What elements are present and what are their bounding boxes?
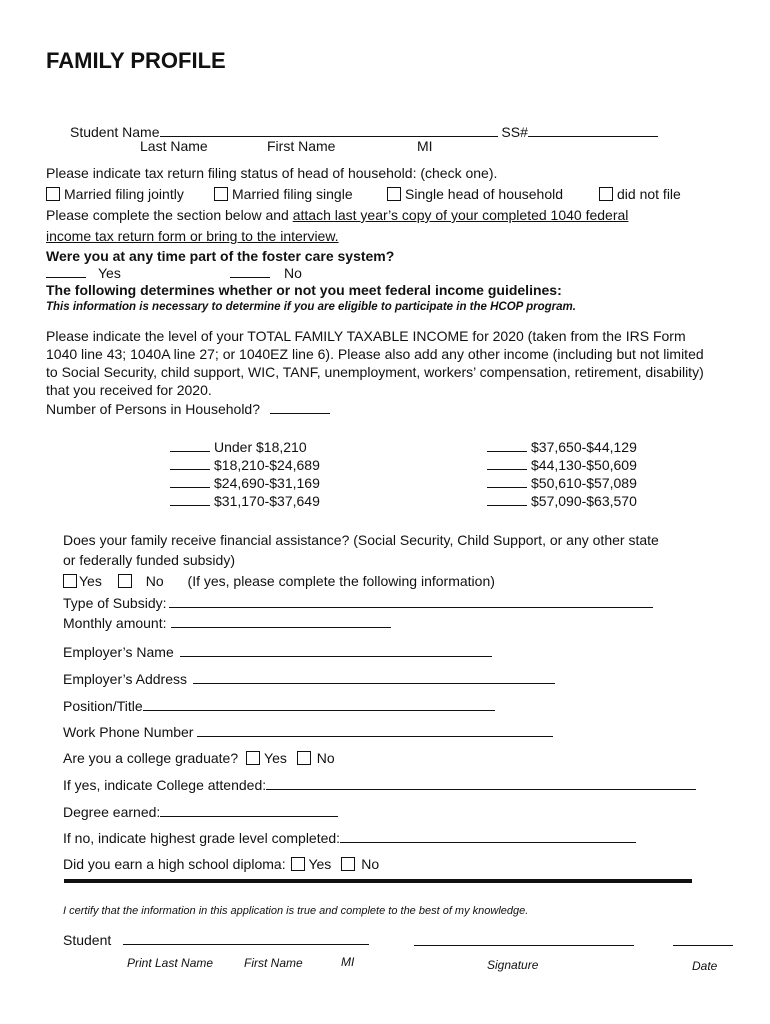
ss-field[interactable] xyxy=(528,123,658,137)
range-right-3 xyxy=(487,493,637,510)
mi-caption-2: MI xyxy=(341,955,355,969)
range-left-1 xyxy=(170,457,320,474)
range-label: $18,210-$24,689 xyxy=(214,457,320,473)
income-heading: The following determines whether or not you meet federal income guidelines: xyxy=(46,282,562,298)
range-blank[interactable] xyxy=(170,475,210,488)
date-caption: Date xyxy=(692,959,718,973)
monthly-amount-label: Monthly amount: xyxy=(63,615,167,631)
assistance-yes-checkbox[interactable] xyxy=(63,574,77,588)
attach-underlined-2: income tax return form or bring to the interview. xyxy=(46,228,339,244)
foster-no-blank[interactable] xyxy=(230,265,270,278)
employer-name-label: Employer’s Name xyxy=(63,644,174,660)
college-attended-label: If yes, indicate College attended: xyxy=(63,777,267,793)
certify-statement: I certify that the information in this application is true and complete to the best of my knowledge. xyxy=(63,905,529,917)
range-label: $44,130-$50,609 xyxy=(531,457,637,473)
degree-label: Degree earned: xyxy=(63,804,161,820)
income-para-3: to Social Security, child support, WIC, TANF, unemployment, workers’ compensation, retirement, disability) xyxy=(46,364,704,380)
foster-yes-blank[interactable] xyxy=(46,265,86,278)
persons-field[interactable] xyxy=(270,400,330,414)
assistance-no-checkbox[interactable] xyxy=(118,574,132,588)
print-last-name-caption: Print Last Name xyxy=(127,956,214,970)
range-blank[interactable] xyxy=(487,439,527,452)
income-note: This information is necessary to determine if you are eligible to participate in the HCOP program. xyxy=(46,301,576,313)
assistance-question-2: or federally funded subsidy) xyxy=(63,552,235,568)
signature-field[interactable] xyxy=(414,931,634,946)
grade-level-field[interactable] xyxy=(340,829,636,843)
tax-options-row xyxy=(46,186,184,203)
range-right-0 xyxy=(487,439,637,456)
work-phone-label: Work Phone Number xyxy=(63,724,194,740)
single-head-label: Single head of household xyxy=(405,186,564,202)
range-left-0 xyxy=(170,439,307,456)
monthly-amount-field[interactable] xyxy=(171,614,391,628)
assistance-note: (If yes, please complete the following information) xyxy=(187,573,495,589)
first-name-caption-2: First Name xyxy=(244,956,303,970)
employer-name-field[interactable] xyxy=(180,643,492,657)
range-label: $57,090-$63,570 xyxy=(531,493,637,509)
diploma-no-checkbox[interactable] xyxy=(341,857,355,871)
income-para-4: that you received for 2020. xyxy=(46,382,212,398)
student-name-label: Student Name xyxy=(70,124,160,140)
college-grad-yes-label: Yes xyxy=(264,750,287,766)
range-blank[interactable] xyxy=(487,475,527,488)
range-label: $31,170-$37,649 xyxy=(214,493,320,509)
persons-label: Number of Persons in Household? xyxy=(46,401,261,417)
college-grad-no-checkbox[interactable] xyxy=(297,751,311,765)
college-attended-field[interactable] xyxy=(266,776,696,790)
assistance-question-1: Does your family receive financial assistance? (Social Security, Child Support, or any other state xyxy=(63,532,659,548)
position-field[interactable] xyxy=(143,697,495,711)
range-label: $24,690-$31,169 xyxy=(214,475,320,491)
single-head-checkbox[interactable] xyxy=(387,187,401,201)
diploma-question: Did you earn a high school diploma: xyxy=(63,856,286,872)
range-blank[interactable] xyxy=(170,439,210,452)
income-para-2: 1040 line 43; 1040A line 27; or 1040EZ line 6). Please also add any other income (including but not limited xyxy=(46,346,704,362)
income-para-1: Please indicate the level of your TOTAL FAMILY TAXABLE INCOME for 2020 (taken from the IRS Form xyxy=(46,328,686,344)
degree-field[interactable] xyxy=(160,803,338,817)
range-left-3 xyxy=(170,493,320,510)
attach-underlined-1: attach last year’s copy of your completed 1040 federal xyxy=(292,207,629,223)
range-blank[interactable] xyxy=(487,457,527,470)
range-label: $37,650-$44,129 xyxy=(531,439,637,455)
date-field[interactable] xyxy=(673,931,733,946)
range-label: $50,610-$57,089 xyxy=(531,475,637,491)
subsidy-field[interactable] xyxy=(169,594,653,608)
did-not-file-checkbox[interactable] xyxy=(599,187,613,201)
diploma-yes-checkbox[interactable] xyxy=(291,857,305,871)
last-name-caption: Last Name xyxy=(140,138,208,154)
employer-address-label: Employer’s Address xyxy=(63,671,187,687)
student-name-field[interactable] xyxy=(160,123,498,137)
grade-level-label: If no, indicate highest grade level completed: xyxy=(63,830,341,846)
foster-no-label: No xyxy=(284,265,302,281)
range-right-1 xyxy=(487,457,637,474)
diploma-no-label: No xyxy=(361,856,380,872)
foster-question: Were you at any time part of the foster care system? xyxy=(46,248,395,264)
attach-instruction xyxy=(46,207,628,224)
range-right-2 xyxy=(487,475,637,492)
ss-label: SS# xyxy=(501,124,528,140)
range-blank[interactable] xyxy=(170,493,210,506)
college-grad-question: Are you a college graduate? xyxy=(63,750,239,766)
print-name-field[interactable] xyxy=(123,931,369,945)
range-left-2 xyxy=(170,475,320,492)
employer-address-field[interactable] xyxy=(193,670,555,684)
attach-prefix: Please complete the section below and xyxy=(46,207,293,223)
married-single-label: Married filing single xyxy=(232,186,353,202)
range-label: Under $18,210 xyxy=(214,439,307,455)
first-name-caption: First Name xyxy=(267,138,336,154)
married-jointly-label: Married filing jointly xyxy=(64,186,184,202)
married-single-checkbox[interactable] xyxy=(214,187,228,201)
work-phone-field[interactable] xyxy=(197,723,553,737)
subsidy-label: Type of Subsidy: xyxy=(63,595,167,611)
student-signature-label: Student xyxy=(63,932,112,948)
position-label: Position/Title xyxy=(63,698,143,714)
section-divider xyxy=(64,879,692,883)
assistance-yes-label: Yes xyxy=(79,573,102,589)
diploma-yes-label: Yes xyxy=(308,856,332,872)
married-jointly-checkbox[interactable] xyxy=(46,187,60,201)
did-not-file-label: did not file xyxy=(617,186,681,202)
signature-caption: Signature xyxy=(487,958,539,972)
range-blank[interactable] xyxy=(170,457,210,470)
college-grad-no-label: No xyxy=(316,750,335,766)
mi-caption: MI xyxy=(417,138,433,154)
foster-yes-label: Yes xyxy=(98,265,121,281)
range-blank[interactable] xyxy=(487,493,527,506)
page-title: FAMILY PROFILE xyxy=(46,48,226,73)
college-grad-yes-checkbox[interactable] xyxy=(246,751,260,765)
tax-instruction: Please indicate tax return filing status of head of household: (check one). xyxy=(46,165,498,181)
assistance-yes-no-row xyxy=(63,573,495,590)
assistance-no-label: No xyxy=(145,573,164,589)
